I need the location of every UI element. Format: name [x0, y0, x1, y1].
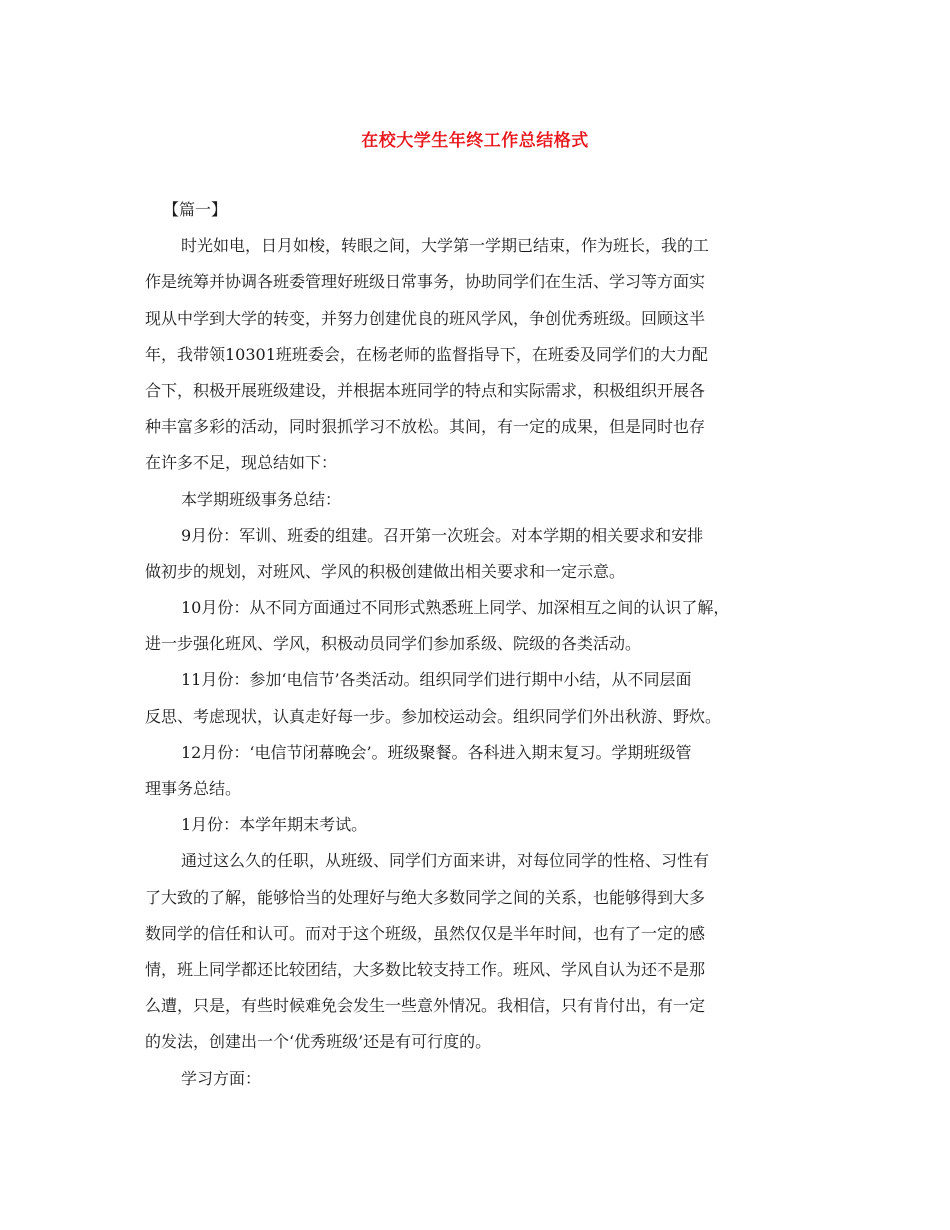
text-line: 合下，积极开展班级建设，并根据本班同学的特点和实际需求，积极组织开展各 — [145, 380, 706, 400]
text-line: 时光如电，日月如梭，转眼之间，大学第一学期已结束，作为班长，我的工 — [181, 236, 710, 256]
document-body — [145, 192, 813, 1097]
text-line: 9月份：军训、班委的组建。召开第一次班会。对本学期的相关要求和安排 — [181, 525, 704, 545]
text-line: 种丰富多彩的活动，同时狠抓学习不放松。其间，有一定的成果，但是同时也存 — [145, 417, 706, 437]
text-line: 进一步强化班风、学风，积极动员同学们参加系级、院级的各类活动。 — [145, 634, 642, 654]
section-heading: 【篇一】 — [163, 200, 228, 219]
text-line: 做初步的规划，对班风、学风的积极创建做出相关要求和一定示意。 — [145, 561, 626, 581]
text-line: 反思、考虑现状，认真走好每一步。参加校运动会。组织同学们外出秋游、野炊。 — [145, 706, 722, 726]
text-line: 现从中学到大学的转变，并努力创建优良的班风学风，争创优秀班级。回顾这半 — [145, 308, 706, 328]
text-line: 数同学的信任和认可。而对于这个班级，虽然仅仅是半年时间，也有了一定的感 — [145, 923, 706, 943]
text-line: 12月份：‘电信节闭幕晚会’。班级聚餐。各科进入期末复习。学期班级管 — [181, 742, 692, 762]
text-line: 么遭，只是，有些时候难免会发生一些意外情况。我相信，只有肯付出，有一定 — [145, 996, 706, 1016]
text-line: 在许多不足，现总结如下： — [145, 453, 338, 473]
text-line: 了大致的了解，能够恰当的处理好与绝大多数同学之间的关系，也能够得到大多 — [145, 887, 706, 907]
text-line: 1月份：本学年期末考试。 — [181, 815, 368, 835]
text-line: 的发法，创建出一个‘优秀班级’还是有可行度的。 — [145, 1032, 492, 1052]
text-line: 年，我带领10301班班委会，在杨老师的监督指导下，在班委及同学们的大力配 — [145, 344, 708, 364]
text-line: 理事务总结。 — [145, 779, 242, 798]
text-line: 11月份：参加‘电信节’各类活动。组织同学们进行期中小结，从不同层面 — [181, 670, 692, 690]
text-line: 作是统筹并协调各班委管理好班级日常事务，协助同学们在生活、学习等方面实 — [145, 272, 706, 292]
text-line: 10月份：从不同方面通过不同形式熟悉班上同学、加深相互之间的认识了解， — [181, 598, 730, 618]
document-title: 在校大学生年终工作总结格式 — [361, 131, 589, 151]
text-line: 学习方面： — [181, 1068, 262, 1088]
text-line: 本学期班级事务总结： — [181, 489, 342, 509]
text-line: 通过这么久的任职，从班级、同学们方面来讲，对每位同学的性格、习性有 — [181, 851, 710, 871]
text-line: 情，班上同学都还比较团结，大多数比较支持工作。班风、学风自认为还不是那 — [145, 959, 706, 979]
